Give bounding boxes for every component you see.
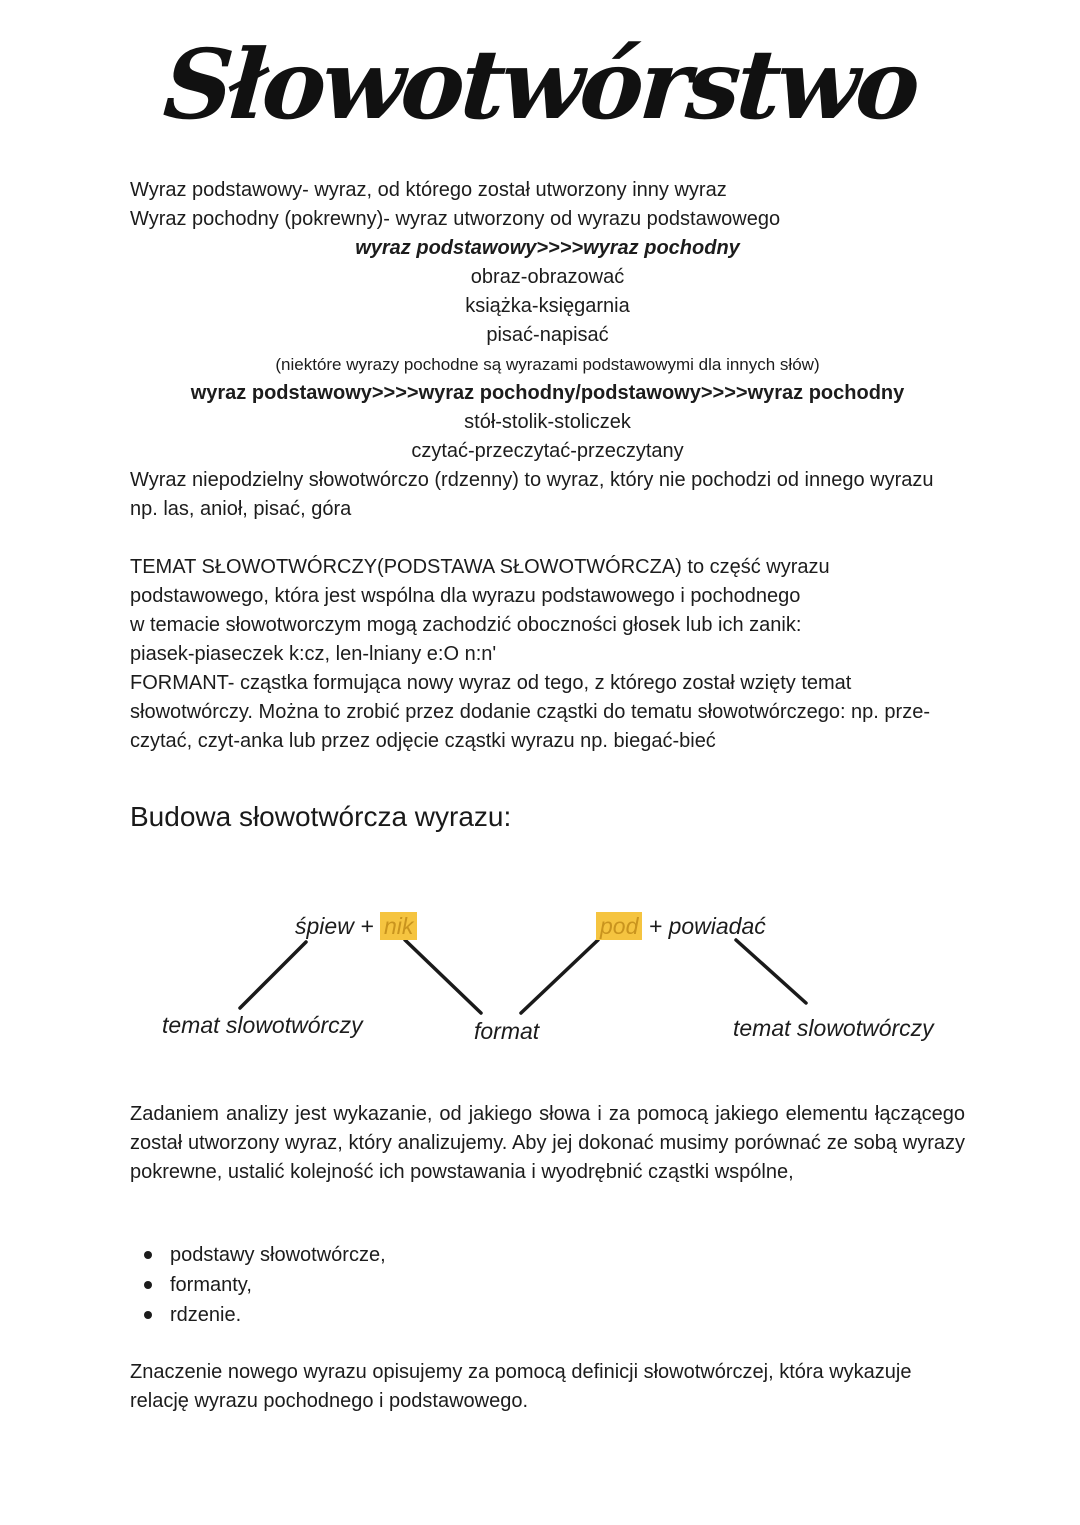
paragraph-rdzenny: Wyraz niepodzielny słowotwórczo (rdzenny) to wyraz, który nie pochodzi od innego wyrazu np. las, anioł, pisać, góra (130, 469, 934, 520)
analysis-bullet-list (130, 1240, 965, 1330)
temat-obocznosci: w temacie słowotworczym mogą zachodzić oboczności głosek lub ich zanik: (130, 614, 802, 636)
word-part-powiadac: + powiadać (642, 913, 766, 939)
formula-basic-derived: wyraz podstawowy>>>>wyraz pochodny (355, 237, 740, 259)
diagram-label-temat-right: temat slowotwórczy (733, 1015, 934, 1041)
word-part-pod-highlighted: pod (596, 912, 642, 940)
line-pod-to-format (521, 940, 598, 1013)
line-powiadac-to-temat (736, 940, 806, 1003)
line-nik-to-format (405, 940, 481, 1013)
line-spiew-to-temat (240, 942, 306, 1008)
paragraph-zadaniem: Zadaniem analizy jest wykazanie, od jakiego słowa i za pomocą jakiego elementu łączącego został utworzony wyraz, który analizujemy. Aby jej dokonać musimy porównać ze sobą wyrazy pokrewne, ustalić kolejność ich powstawania i wyodrębnić cząstki wspólne, (130, 1103, 965, 1183)
formula-chain: wyraz podstawowy>>>>wyraz pochodny/podstawowy>>>>wyraz pochodny (190, 382, 905, 404)
bullet-formanty: formanty, (130, 1270, 965, 1300)
section-heading-budowa: Budowa słowotwórcza wyrazu: (130, 801, 512, 832)
example-line: pisać-napisać (486, 324, 609, 346)
example-line: książka-księgarnia (465, 295, 630, 317)
diagram-label-format: format (474, 1018, 540, 1044)
paragraph-znaczenie: Znaczenie nowego wyrazu opisujemy za pomocą definicji słowotwórczej, która wykazuje relację wyrazu pochodnego i podstawowego. (130, 1361, 912, 1412)
diagram-word-pod-powiadac (596, 911, 766, 941)
word-part-spiew: śpiew + (295, 913, 381, 939)
word-part-nik-highlighted: nik (380, 912, 417, 940)
definition-wyraz-podstawowy: Wyraz podstawowy- wyraz, od którego został utworzony inny wyraz (130, 179, 727, 201)
example-line: stół-stolik-stoliczek (464, 411, 631, 433)
definition-wyraz-pochodny: Wyraz pochodny (pokrewny)- wyraz utworzony od wyrazu podstawowego (130, 208, 781, 230)
example-line: czytać-przeczytać-przeczytany (411, 440, 684, 462)
bullet-rdzenie: rdzenie. (130, 1300, 965, 1330)
example-line: obraz-obrazować (470, 266, 625, 288)
page-title: Słowotwórstwo (160, 28, 920, 141)
bullet-podstawy: podstawy słowotwórcze, (130, 1240, 965, 1270)
parenthetical-note: (niektóre wyrazy pochodne są wyrazami podstawowymi dla innych słów) (275, 355, 820, 374)
diagram-label-temat-left: temat slowotwórczy (162, 1012, 363, 1038)
diagram-word-spiew-nik (295, 911, 417, 941)
temat-examples: piasek-piaseczek k:cz, len-lniany e:O n:n' (130, 643, 497, 665)
temat-definition: TEMAT SŁOWOTWÓRCZY(PODSTAWA SŁOWOTWÓRCZA) to część wyrazu podstawowego, która jest wspólna dla wyrazu podstawowego i pochodnego (130, 556, 830, 607)
paragraph-formant: FORMANT- cząstka formująca nowy wyraz od tego, z którego został wzięty temat słowotwórczy. Można to zrobić przez dodanie cząstki do tematu słowotwórczego: np. prze-czytać, czyt-anka lub przez odjęcie cząstki wyrazu np. biegać-bieć (130, 672, 930, 752)
